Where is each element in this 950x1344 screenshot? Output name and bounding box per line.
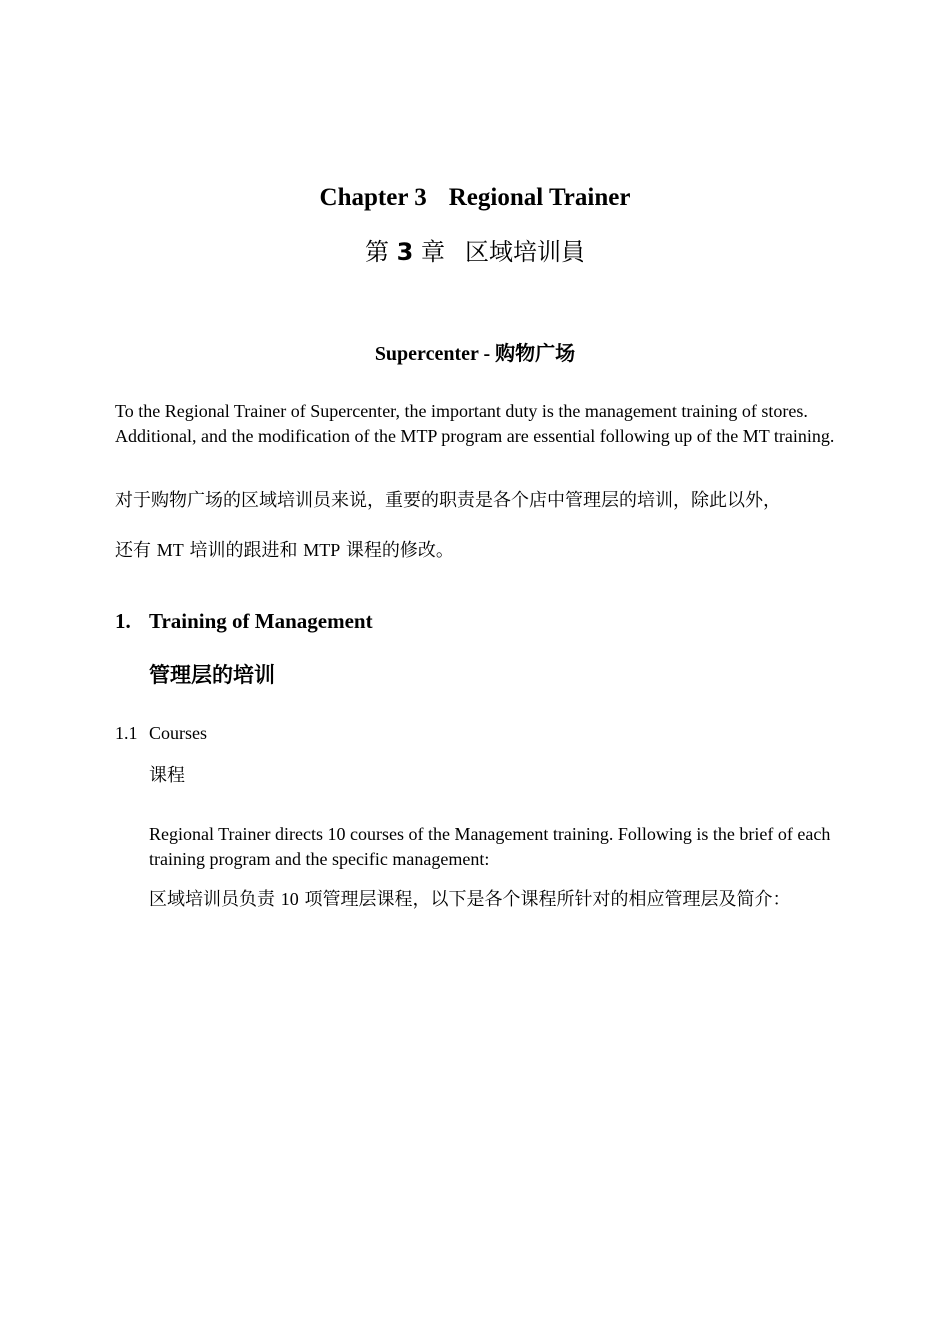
section-heading [0, 337, 950, 366]
heading-1-1-number: 1.1 [115, 723, 138, 743]
courses-zh-part: 区域培训员负责 [149, 889, 281, 910]
heading-1-1-title-zh: 课程 [149, 765, 185, 786]
heading-1-title-en: Training of Management [149, 609, 373, 633]
intro-zh-part: MTP [303, 540, 341, 560]
courses-zh-part: 项管理层课程，以下是各个课程所针对的相应管理层及简介： [298, 889, 791, 910]
intro-paragraph-zh-line1: 对于购物广场的区域培训员来说，重要的职责是各个店中管理层的培训，除此以外， [115, 490, 781, 511]
chapter-name-zh: 区域培训員 [464, 238, 585, 266]
intro-zh-part: 培训的跟进和 [183, 540, 304, 561]
heading-1 [115, 609, 373, 634]
chapter-suffix-zh: 章 [420, 238, 445, 266]
courses-paragraph-zh [149, 885, 790, 911]
chapter-prefix-zh: 第 [365, 238, 389, 266]
chapter-number-en: Chapter 3 [319, 184, 427, 211]
heading-1-1-title-en: Courses [149, 723, 207, 743]
intro-paragraph-en: To the Regional Trainer of Supercenter, the important duty is the management training of stores. Additional, and the modification of the MTP program are essential following up of the MT training. [115, 401, 835, 446]
chapter-number-zh: 3 [396, 238, 414, 266]
courses-paragraph-en: Regional Trainer directs 10 courses of the Management training. Following is the brief of each training program and the specific management: [149, 824, 831, 869]
courses-zh-part: 10 [280, 889, 299, 909]
chapter-title-zh [0, 232, 950, 267]
chapter-title-en [0, 184, 950, 212]
heading-1-number: 1. [115, 609, 131, 633]
heading-1-title-zh: 管理层的培训 [149, 663, 275, 687]
heading-1-1 [115, 723, 207, 744]
intro-zh-part: 还有 [115, 540, 157, 561]
intro-zh-part: MT [156, 540, 184, 560]
section-title-zh: 购物广场 [495, 341, 576, 365]
intro-paragraph-zh-line2 [115, 536, 454, 562]
section-title-en: Supercenter - [374, 343, 496, 365]
chapter-name-en: Regional Trainer [448, 184, 631, 211]
intro-zh-part: 课程的修改。 [340, 540, 454, 561]
